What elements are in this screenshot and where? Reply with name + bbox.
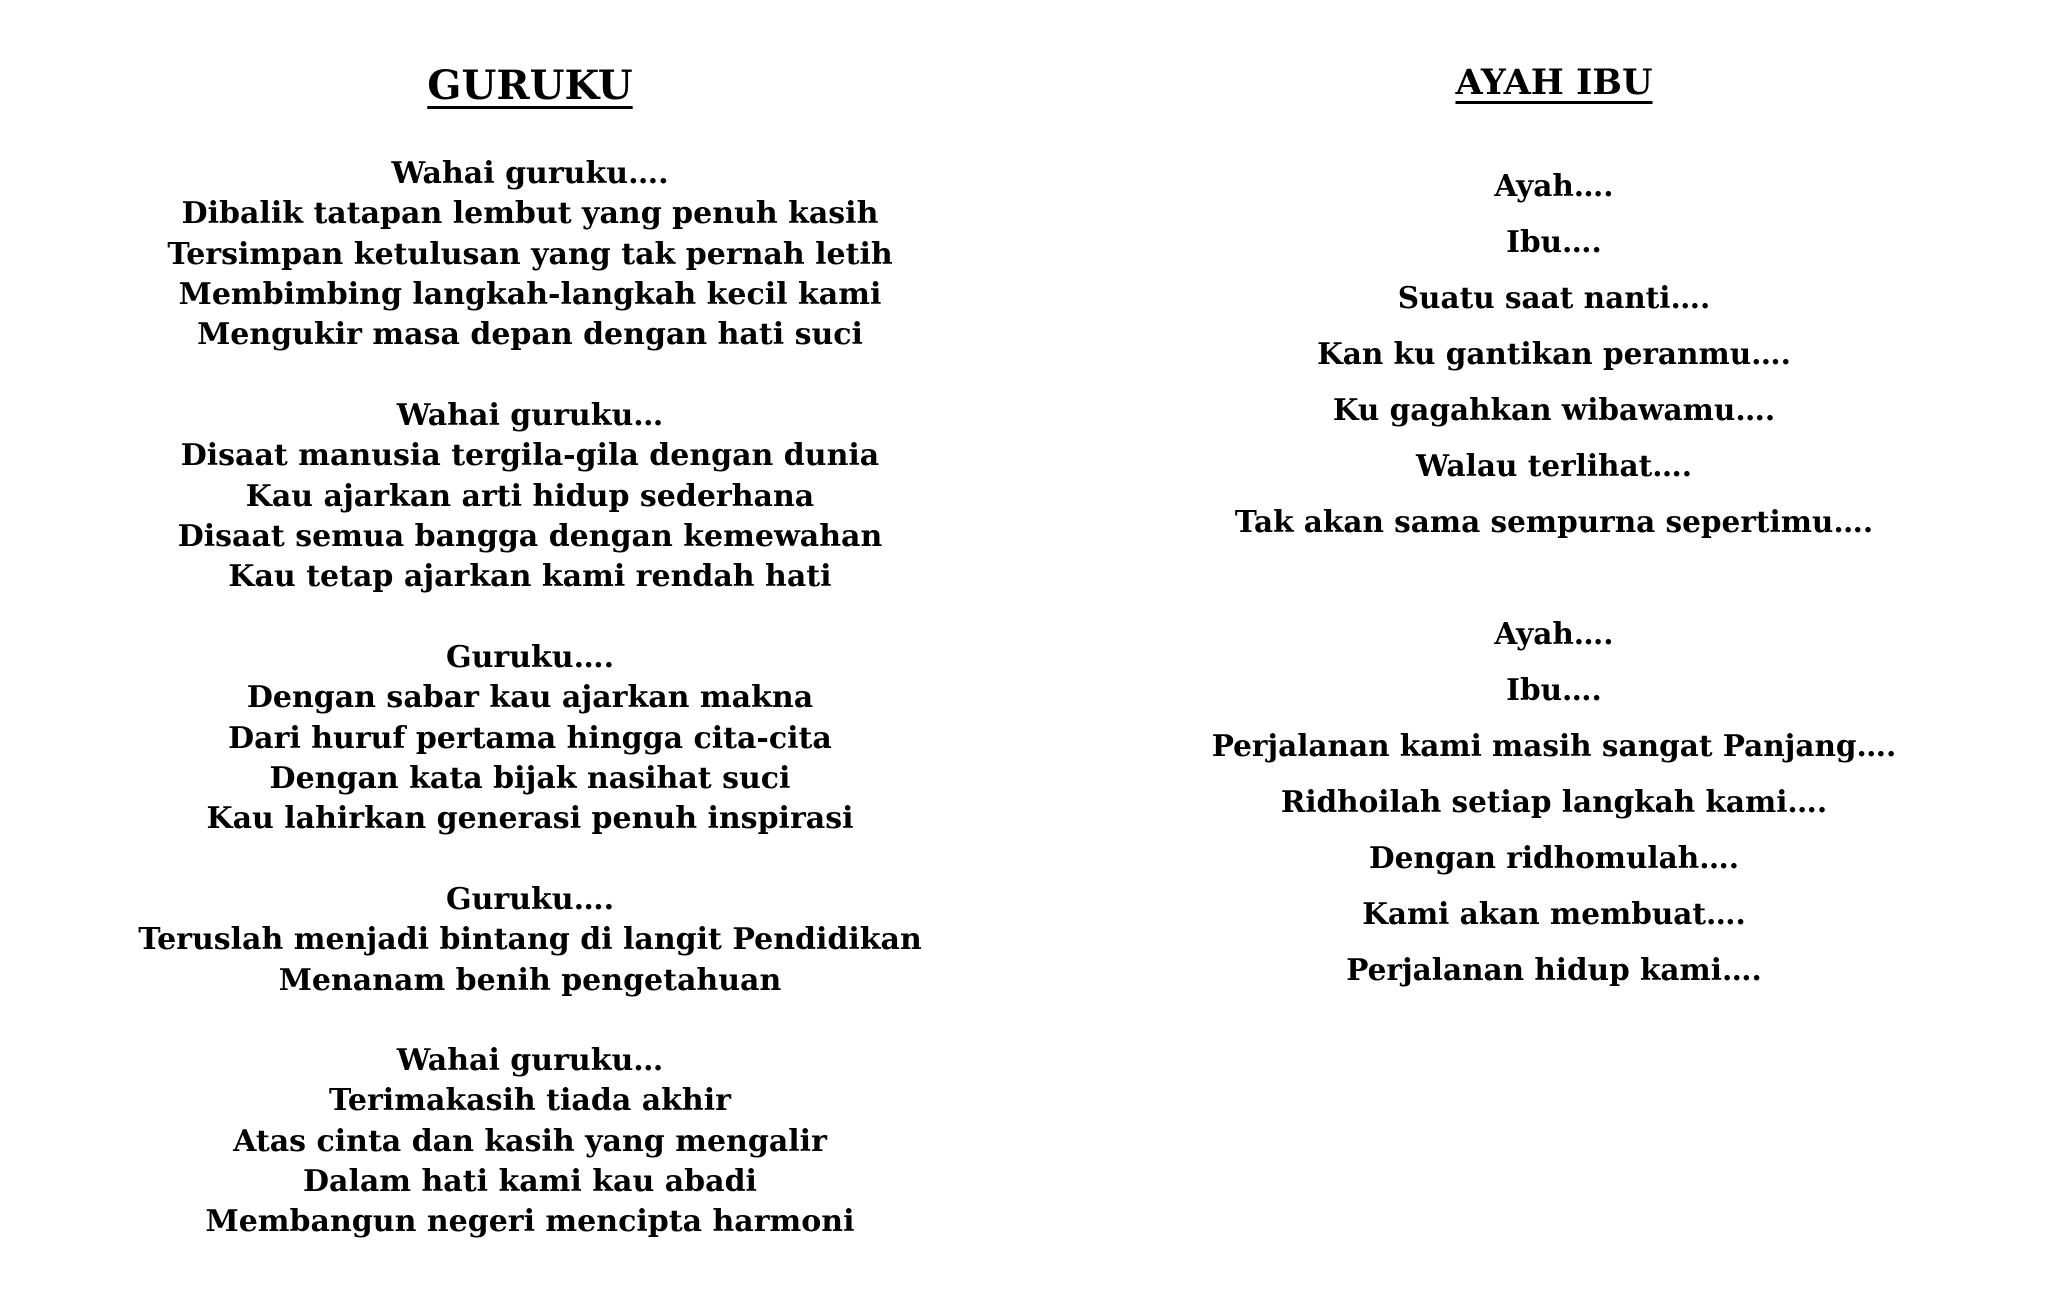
poem-line: Ayah…. (1494, 168, 1614, 203)
poem-line: Ridhoilah setiap langkah kami…. (1280, 784, 1828, 819)
poem-line: Walau terlihat…. (1415, 448, 1693, 483)
poem-line: Suatu saat nanti…. (1397, 280, 1711, 315)
poem-line: Kami akan membuat…. (1362, 896, 1746, 931)
poem-line: Dengan sabar kau ajarkan makna (246, 680, 814, 716)
poem-line: Tak akan sama sempurna sepertimu…. (1234, 504, 1874, 539)
stanza-1 (0, 154, 1060, 355)
poem-line: Dibalik tatapan lembut yang penuh kasih (181, 196, 879, 232)
poem-title: GURUKU (427, 62, 633, 109)
poem-line: Menanam benih pengetahuan (278, 962, 782, 998)
stanza-5 (0, 1041, 1060, 1242)
poem-line: Membangun negeri mencipta harmoni (205, 1204, 855, 1240)
poem-line: Dengan ridhomulah…. (1369, 840, 1739, 875)
poem-line: Tersimpan ketulusan yang tak pernah letih (167, 236, 893, 272)
poem-line: Wahai guruku… (396, 398, 664, 433)
poem-line: Dalam hati kami kau abadi (303, 1163, 757, 1199)
stanza-3 (0, 638, 1060, 839)
poem-line: Disaat manusia tergila-gila dengan dunia (180, 438, 880, 474)
poem-line: Terimakasih tiada akhir (329, 1083, 731, 1119)
poem-line: Wahai guruku… (396, 1043, 664, 1078)
stanza-2 (0, 396, 1060, 597)
poem-line: Membimbing langkah-langkah kecil kami (178, 276, 882, 312)
poem-line: Perjalanan kami masih sangat Panjang…. (1211, 728, 1897, 763)
poem-line: Ayah…. (1494, 616, 1614, 651)
poem-line: Kau lahirkan generasi penuh inspirasi (206, 801, 854, 837)
poem-line: Guruku…. (445, 640, 615, 675)
poem-line: Ibu…. (1506, 224, 1602, 259)
poem-line: Kau tetap ajarkan kami rendah hati (228, 559, 832, 595)
poem-line: Ibu…. (1506, 672, 1602, 707)
poem-line: Kau ajarkan arti hidup sederhana (245, 478, 815, 514)
poem-line: Kan ku gantikan peranmu…. (1317, 336, 1791, 371)
poem-line: Perjalanan hidup kami…. (1346, 952, 1762, 987)
poem-line: Guruku…. (445, 882, 615, 917)
poem-line: Atas cinta dan kasih yang mengalir (233, 1123, 827, 1159)
poem-line: Disaat semua bangga dengan kemewahan (177, 518, 883, 554)
poem-line: Teruslah menjadi bintang di langit Pendidikan (138, 922, 922, 958)
poem-line: Dari huruf pertama hingga cita-cita (228, 720, 832, 756)
poem-line: Dengan kata bijak nasihat suci (269, 760, 791, 796)
poem-line: Ku gagahkan wibawamu…. (1332, 392, 1776, 427)
poem-line: Wahai guruku…. (391, 156, 669, 191)
stanza-1 (1060, 158, 2048, 550)
stanza-2 (1060, 606, 2048, 998)
poem-line: Mengukir masa depan dengan hati suci (197, 317, 863, 353)
poem-title: AYAH IBU (1455, 62, 1653, 103)
stanza-4 (0, 880, 1060, 1001)
